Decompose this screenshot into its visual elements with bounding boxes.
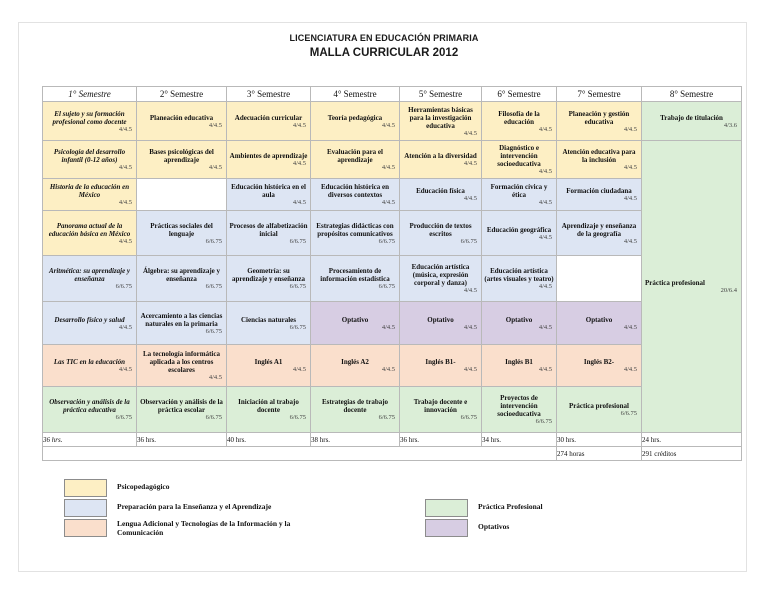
course-name: Filosofía de la educación [498,109,540,126]
course-name: Educación geográfica [486,225,552,234]
course-credits: 6/6.75 [289,414,306,421]
course-name: Geometría: su aprendizaje y enseñanza [232,267,305,283]
course-credits: 4/4.5 [463,323,477,331]
course-cell [482,256,557,302]
course-credits: 6/6.75 [115,283,132,290]
course-name: Observación y análisis de la práctica escolar [140,398,223,414]
course-cell [43,387,137,433]
legend-label: Preparación para la Enseñanza y el Aprendizaje [117,502,272,511]
course-credits: 4/4.5 [381,121,395,129]
course-cell [482,179,557,211]
course-cell [137,302,227,345]
course-name: Práctica profesional [569,402,629,410]
course-cell [43,256,137,302]
course-credits: 4/4.5 [463,195,477,202]
table-row [43,179,742,211]
course-credits: 4/4.5 [118,125,132,133]
course-credits: 4/4.5 [208,121,222,129]
course-cell [227,387,311,433]
semester-header: 6° Semestre [482,87,557,102]
course-credits: 6/6.75 [205,283,222,290]
semester-header: 7° Semestre [557,87,642,102]
course-name: Observación y análisis de la práctica educativa [49,398,130,414]
empty-cell [137,179,227,211]
course-credits: 6/6.75 [115,414,132,421]
legend-swatch [64,519,107,537]
course-name: Proyectos de intervención socioeducativa [497,394,541,418]
course-cell [43,141,137,179]
course-cell [482,302,557,345]
course-cell [482,141,557,179]
curriculum-table [42,86,742,461]
course-credits: 4/4.5 [623,195,637,202]
course-credits: 6/6.75 [205,237,222,245]
course-name: Práctica profesional [645,279,705,287]
course-name: Álgebra: su aprendizaje y enseñanza [142,267,221,283]
legend-swatch [425,519,468,537]
course-credits: 4/4.5 [538,233,552,241]
course-cell [43,345,137,387]
hours-cell: 40 hrs. [227,433,311,447]
legend-swatch [64,499,107,517]
course-name: Acercamiento a las ciencias naturales en la primaria [140,311,223,328]
course-credits: 4/4.5 [538,199,552,206]
course-name: Inglés B1 [505,358,533,366]
course-credits: 4/4.5 [208,164,222,171]
semester-header: 4° Semestre [311,87,400,102]
table-row [43,102,742,141]
course-name: Educación física [416,187,465,195]
course-cell [311,387,400,433]
course-cell [137,211,227,256]
course-cell [642,141,742,433]
course-name: Diagnóstico e intervención socioeducativa [497,144,541,168]
course-name: Aprendizaje y enseñanza de la geografía [561,221,637,238]
course-cell [400,302,482,345]
course-credits: 4/4.5 [623,366,637,373]
course-name: Aritmética: su aprendizaje y enseñanza [48,267,131,283]
course-credits: 4/4.5 [538,366,552,373]
course-credits: 4/4.5 [623,237,637,245]
course-name: Formación ciudadana [566,187,632,195]
course-credits: 4/4.5 [623,125,637,133]
course-credits: 6/6.75 [378,414,395,421]
course-name: Bases psicológicas del aprendizaje [149,148,214,164]
course-credits: 6/6.75 [378,237,395,245]
table-row [43,345,742,387]
course-name: Prácticas sociales del lenguaje [150,221,213,238]
semester-header-row [43,87,742,102]
course-cell [43,102,137,141]
course-name: Ciencias naturales [240,315,297,324]
table-row [43,387,742,433]
course-credits: 4/4.5 [381,366,395,373]
course-credits: 6/6.75 [205,327,222,335]
course-credits: 4/4.5 [538,283,552,290]
course-credits: 4/4.5 [381,323,395,331]
course-cell [227,345,311,387]
curriculum-title: MALLA CURRICULAR 2012 [309,47,459,59]
course-cell [137,141,227,179]
course-credits: 4/4.5 [538,125,552,133]
course-cell [137,102,227,141]
course-name: Optativo [505,315,533,324]
course-name: Inglés B1- [425,358,456,366]
course-cell [311,345,400,387]
course-cell [43,302,137,345]
course-cell [43,211,137,256]
course-cell [311,256,400,302]
course-name: Planeación y gestión educativa [568,109,630,126]
course-cell [400,256,482,302]
course-cell [400,102,482,141]
semester-header: 8° Semestre [642,87,742,102]
course-cell [227,302,311,345]
table-row [43,211,742,256]
course-name: Ambientes de aprendizaje [229,152,308,160]
semester-header: 5° Semestre [400,87,482,102]
course-name: Educación artística (artes visuales y teatro) [484,267,554,283]
course-cell [400,345,482,387]
course-cell [400,387,482,433]
course-name: Trabajo docente e innovación [413,398,468,414]
course-name: Estrategias didácticas con propósitos comunicativos [316,221,394,238]
course-name: Evaluación para el aprendizaje [326,148,383,164]
course-credits: 4/4.5 [381,199,395,206]
course-credits: 6/6.75 [460,414,477,421]
course-credits: 6/6.75 [620,410,637,417]
course-credits: 6/6.75 [460,237,477,245]
legend-label: Optativos [478,522,510,531]
course-credits: 4/3.6 [723,121,737,129]
course-credits: 4/4.5 [463,287,477,294]
course-cell [311,211,400,256]
hours-cell: 36 hrs. [43,433,137,447]
course-credits: 4/4.5 [292,160,306,167]
course-cell [557,141,642,179]
course-credits: 4/4.5 [118,199,132,206]
course-cell [311,302,400,345]
course-cell [311,141,400,179]
total-credits: 291 créditos [642,447,742,461]
course-credits: 4/4.5 [118,164,132,171]
course-credits: 6/6.75 [205,414,222,421]
table-row [43,256,742,302]
total-hours: 274 horas [557,447,642,461]
course-name: Planeación educativa [149,113,214,122]
course-name: La tecnología informática aplicada a los centros escolares [143,350,220,374]
course-cell [557,345,642,387]
course-credits: 6/6.75 [289,323,306,331]
course-cell [227,141,311,179]
course-name: Atención a la diversidad [404,152,477,160]
course-credits: 6/6.75 [378,283,395,290]
course-credits: 4/4.5 [538,168,552,175]
course-name: Psicología del desarrollo infantil (0-12 años) [53,148,126,164]
table-row [43,141,742,179]
hours-cell: 24 hrs. [642,433,742,447]
course-credits: 6/6.75 [289,283,306,290]
hours-cell: 34 hrs. [482,433,557,447]
course-name: El sujeto y su formación profesional como docente [52,109,127,126]
semester-header: 3° Semestre [227,87,311,102]
table-row [43,302,742,345]
program-title: LICENCIATURA EN EDUCACIÓN PRIMARIA [289,33,479,43]
course-cell [557,179,642,211]
course-name: Inglés B2- [583,358,615,366]
course-name: Atención educativa para la inclusión [562,148,636,164]
course-cell [557,302,642,345]
course-name: Inglés A2 [341,358,369,366]
course-name: Teoría pedagógica [327,113,383,122]
course-name: Optativo [585,315,613,324]
course-cell [311,179,400,211]
course-cell [400,141,482,179]
course-name: Historia de la educación en México [49,183,130,199]
course-cell [400,211,482,256]
course-cell [43,179,137,211]
course-cell [642,102,742,141]
course-credits: 4/4.5 [292,366,306,373]
course-name: Procesos de alfabetización inicial [229,221,308,238]
empty-cell [557,256,642,302]
course-credits: 4/4.5 [623,164,637,171]
legend-swatch [425,499,468,517]
semester-header: 2° Semestre [137,87,227,102]
course-credits: 4/4.5 [381,164,395,171]
totals-spacer [43,447,557,461]
course-cell [482,102,557,141]
hours-cell: 36 hrs. [137,433,227,447]
course-cell [557,102,642,141]
course-credits: 4/4.5 [463,129,477,137]
course-cell [311,102,400,141]
course-name: Educación histórica en el aula [231,183,306,199]
course-name: Herramientas básicas para la investigación educativa [408,105,473,130]
course-name: Estrategias de trabajo docente [321,398,389,414]
semester-header: 1° Semestre [43,87,137,102]
course-credits: 4/4.5 [538,323,552,331]
course-name: Desarrollo físico y salud [54,315,125,324]
course-name: Inglés A1 [254,358,283,366]
course-credits: 4/4.5 [623,323,637,331]
course-name: Panorama actual de la educación básica en México [48,221,131,238]
course-credits: 4/4.5 [292,199,306,206]
course-name: Formación cívica y ética [490,183,548,199]
course-cell [227,179,311,211]
course-name: Procesamiento de información estadística [320,267,390,283]
course-cell [557,387,642,433]
course-cell [482,387,557,433]
hours-cell: 38 hrs. [311,433,400,447]
course-cell [557,211,642,256]
course-name: Educación histórica en diversos contextos [320,183,390,199]
course-cell [227,256,311,302]
course-name: Las TIC en la educación [53,358,126,366]
legend-label: Lengua Adicional y Tecnologías de la Información y la Comunicación [117,519,291,537]
hours-cell: 30 hrs. [557,433,642,447]
course-name: Iniciación al trabajo docente [238,398,299,414]
course-name: Trabajo de titulación [660,113,723,122]
course-credits: 6/6.75 [289,237,306,245]
legend-label: Práctica Profesional [478,502,543,511]
course-cell [137,387,227,433]
course-name: Adecuación curricular [234,113,303,122]
course-credits: 4/4.5 [118,366,132,373]
course-credits: 4/4.5 [463,366,477,373]
totals-row [43,447,742,461]
course-cell [400,179,482,211]
course-name: Educación artística (música, expresión corporal y danza) [411,263,470,287]
course-cell [482,345,557,387]
course-cell [137,345,227,387]
course-name: Producción de textos escritos [409,221,472,238]
course-name: Optativo [427,315,454,324]
course-cell [227,211,311,256]
course-credits: 4/4.5 [118,237,132,245]
course-credits: 4/4.5 [463,160,477,167]
course-cell [137,256,227,302]
hours-cell: 36 hrs. [400,433,482,447]
course-credits: 4/4.5 [118,323,132,331]
course-credits: 20/6.4 [720,287,737,294]
course-name: Optativo [341,315,369,324]
course-cell [482,211,557,256]
course-credits: 4/4.5 [292,121,306,129]
course-credits: 6/6.75 [535,418,552,425]
course-cell [227,102,311,141]
course-credits: 4/4.5 [208,374,222,381]
hours-row [43,433,742,447]
legend-label: Psicopedagógico [117,482,170,491]
legend-swatch [64,479,107,497]
